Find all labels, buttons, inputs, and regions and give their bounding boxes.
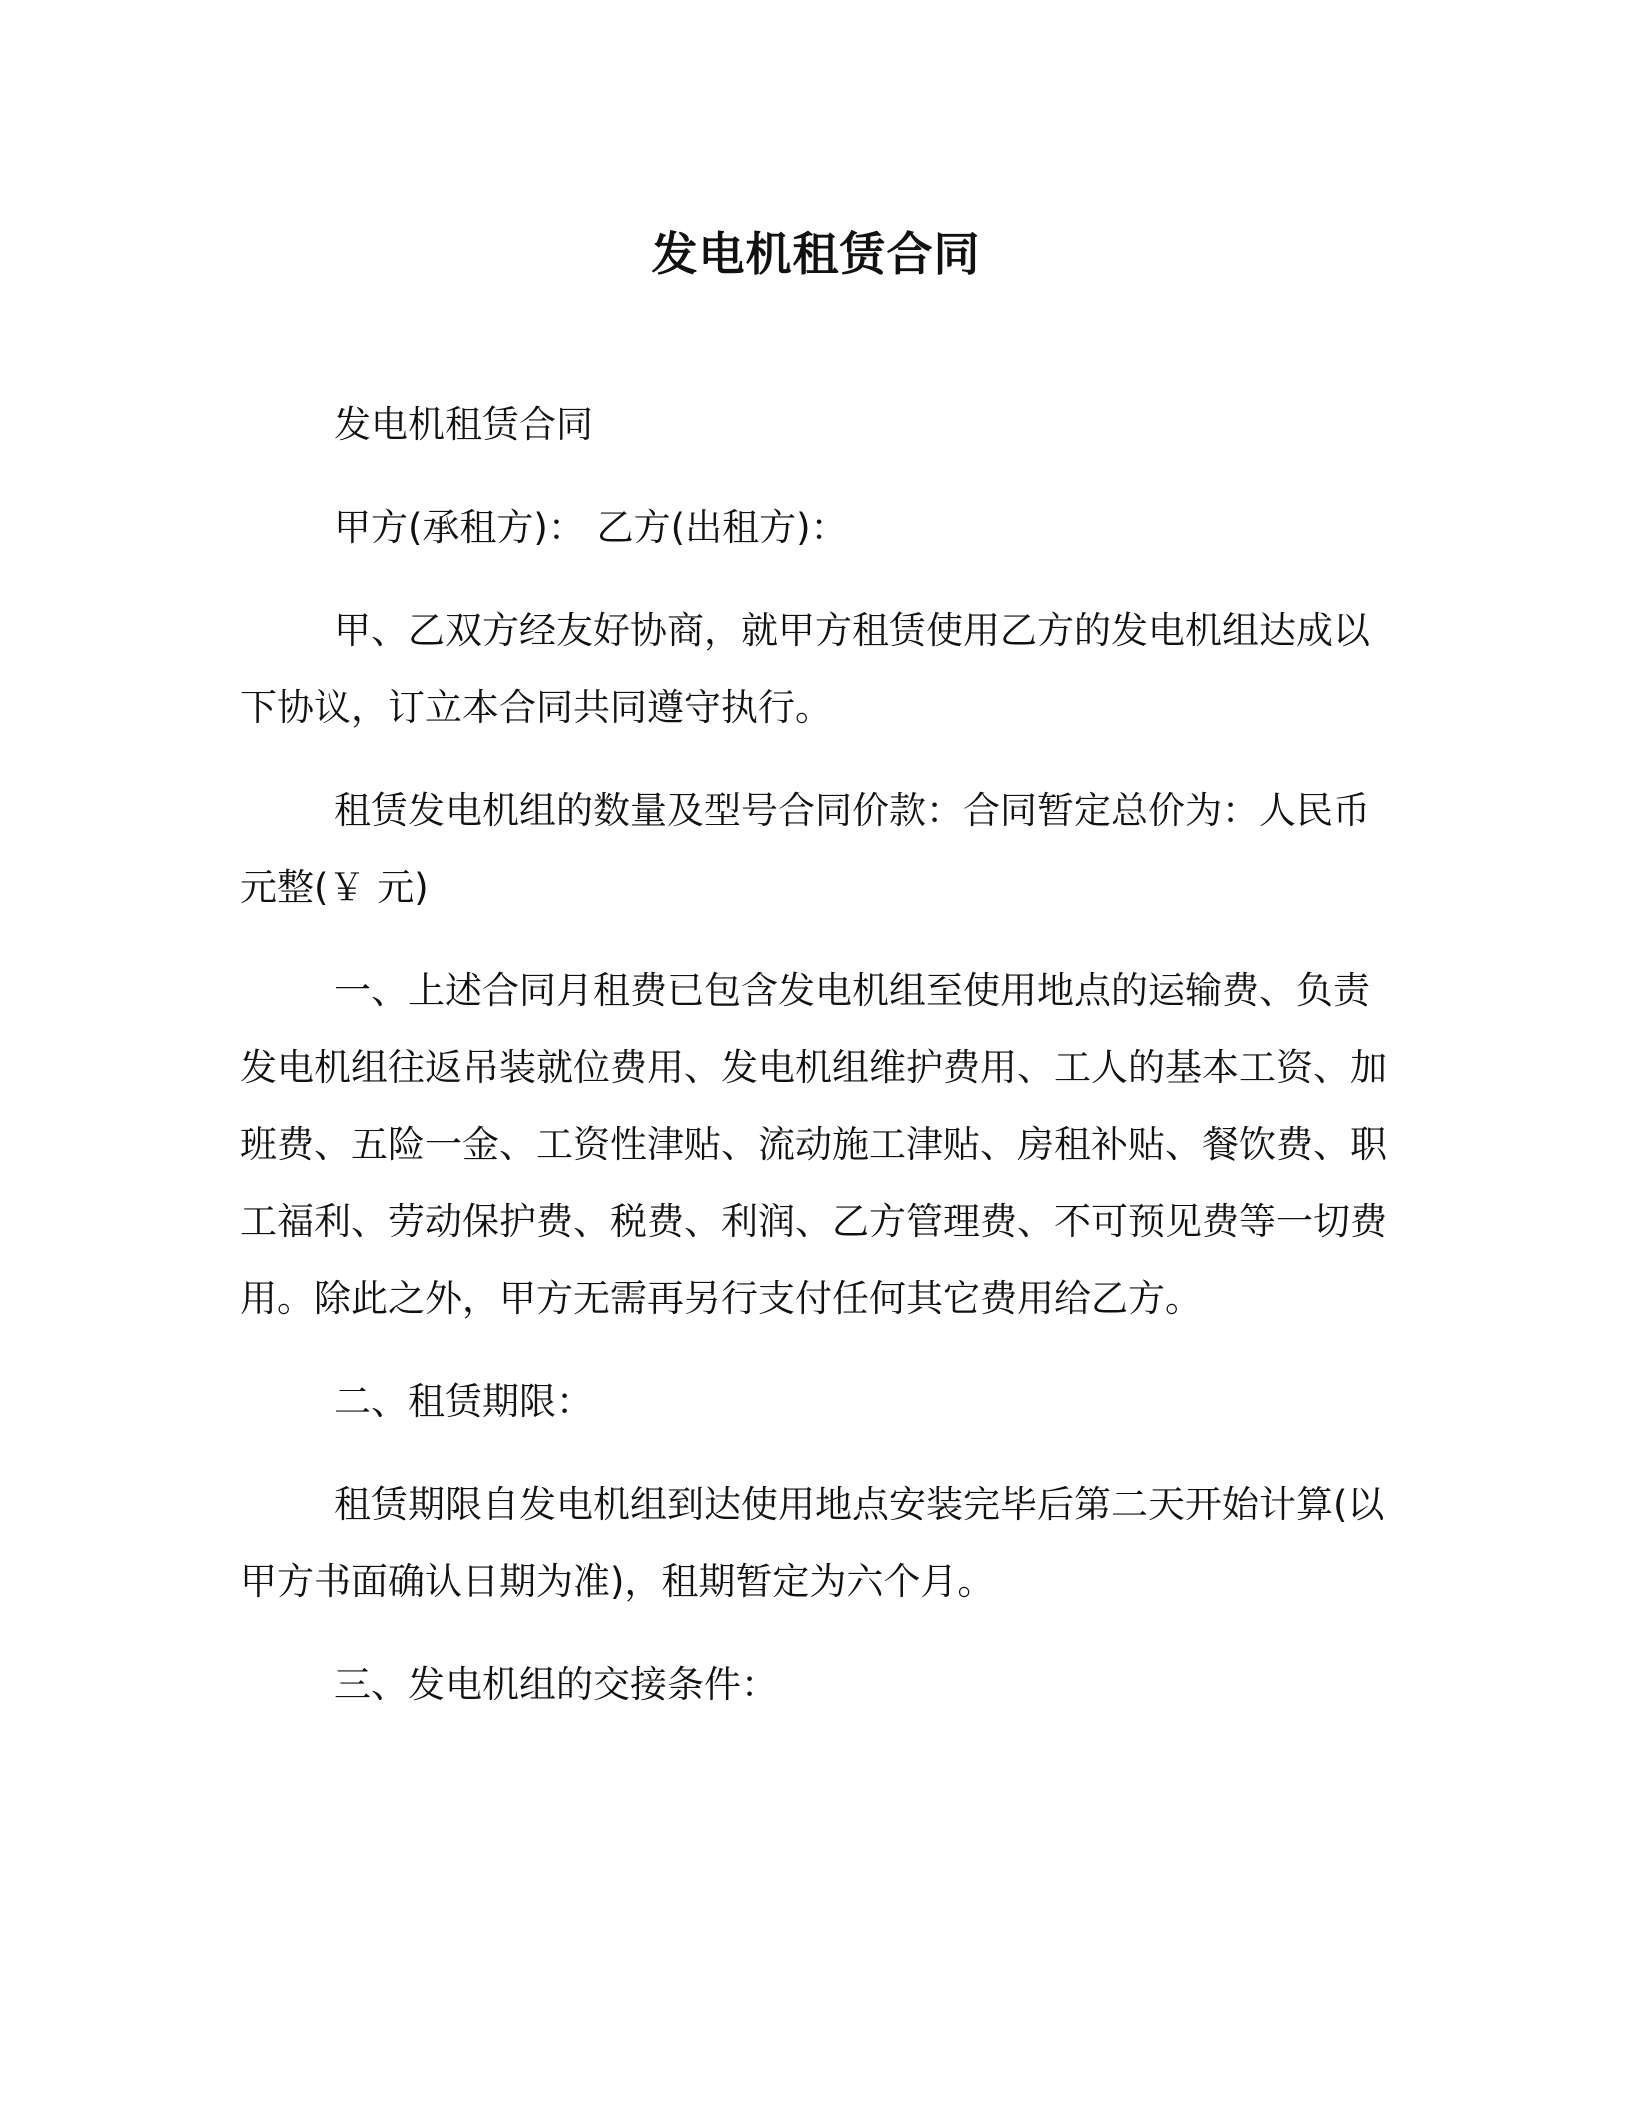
- document-title: 发电机租赁合同: [651, 227, 981, 281]
- paragraph-agreement-intro: 甲、乙双方经友好协商，就甲方租赁使用乙方的发电机组达成以下协议，订立本合同共同遵守执行。: [240, 609, 1370, 729]
- paragraph-clause-2-heading: 二、租赁期限：: [334, 1380, 593, 1423]
- paragraph-lease-term: 租赁期限自发电机组到达使用地点安装完毕后第二天开始计算(以甲方书面确认日期为准)，租期暂定为六个月。: [240, 1483, 1385, 1603]
- paragraph-parties: 甲方(承租方)： 乙方(出租方)：: [334, 506, 848, 549]
- document-body: [240, 386, 1394, 1749]
- paragraph-clause-3-heading: 三、发电机组的交接条件：: [334, 1663, 778, 1706]
- paragraph-subtitle: 发电机租赁合同: [334, 403, 593, 446]
- paragraph-clause-1: 一、上述合同月租费已包含发电机组至使用地点的运输费、负责发电机组往返吊装就位费用、发电机组维护费用、工人的基本工资、加班费、五险一金、工资性津贴、流动施工津贴、房租补贴、餐饮费、职工福利、劳动保护费、税费、利润、乙方管理费、不可预见费等一切费用。除此之外，甲方无需再另行支付任何其它费用给乙方。: [240, 969, 1387, 1320]
- paragraph-price: 租赁发电机组的数量及型号合同价款：合同暂定总价为：人民币元整(￥ 元): [240, 789, 1370, 909]
